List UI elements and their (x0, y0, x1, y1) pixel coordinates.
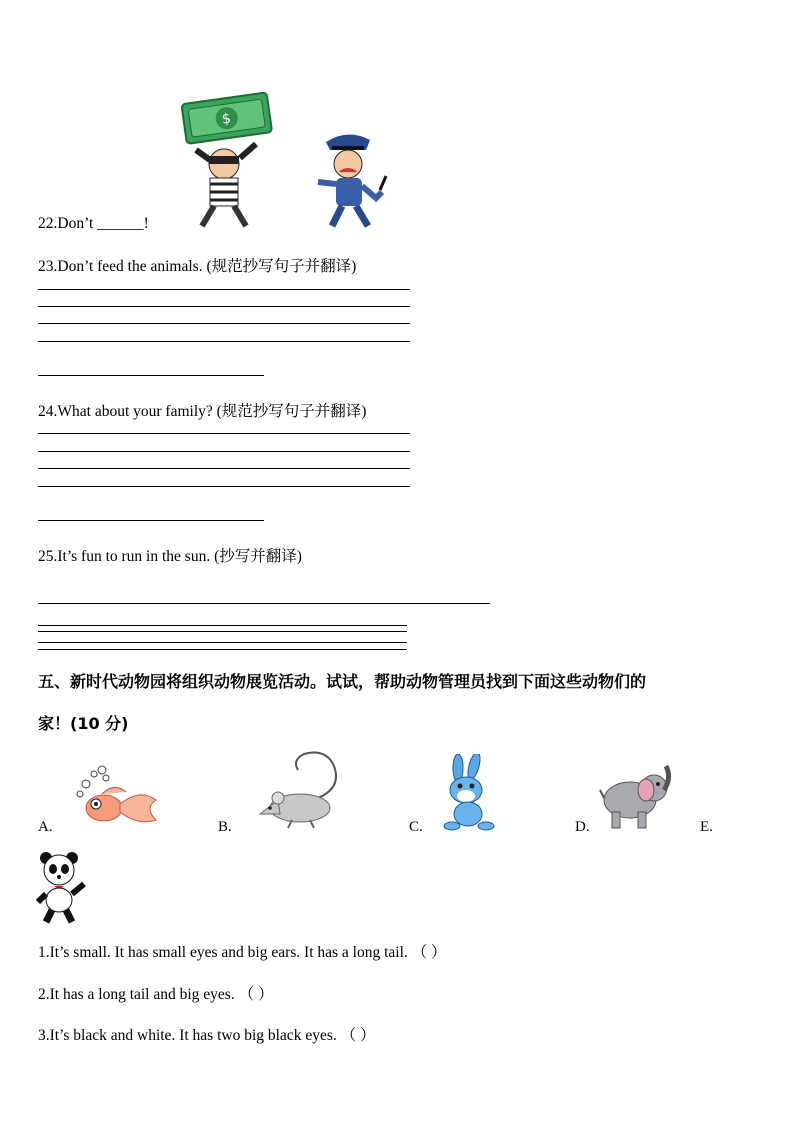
writing-line (38, 649, 407, 650)
writing-line (38, 625, 407, 626)
section-title-continued: 家！(10 分) (38, 714, 129, 733)
question-2-text: 2.It has a long tail and big eyes. (38, 986, 235, 1003)
option-d-label: D. (575, 819, 590, 835)
answer-paren-1[interactable]: （ ） (411, 944, 447, 961)
mouse-icon (256, 748, 346, 830)
rabbit-icon (438, 754, 498, 834)
question-25: 25.It’s fun to run in the sun. (抄写并翻译) (38, 548, 302, 565)
question-2 (38, 982, 273, 1004)
writing-line (38, 323, 410, 324)
question-1-text: 1.It’s small. It has small eyes and big ears. It has a long tail. (38, 944, 408, 961)
police-officer-illustration (312, 128, 392, 232)
question-1 (38, 940, 447, 962)
writing-line (38, 486, 410, 487)
thief-icon (176, 92, 280, 232)
answer-paren-3[interactable]: （ ） (340, 1027, 376, 1044)
police-icon (312, 128, 392, 232)
translation-line (38, 375, 264, 376)
translation-line (38, 520, 264, 521)
writing-line (38, 341, 410, 342)
option-e-label: E. (700, 819, 713, 835)
goldfish-icon (66, 764, 160, 830)
question-22: 22.Don’t ______! (38, 215, 149, 232)
question-3-text: 3.It’s black and white. It has two big black eyes. (38, 1027, 337, 1044)
writing-line (38, 289, 410, 290)
writing-line (38, 631, 407, 632)
question-3 (38, 1023, 376, 1045)
elephant-icon (598, 762, 674, 832)
question-23: 23.Don’t feed the animals. (规范抄写句子并翻译) (38, 258, 357, 275)
option-c-label: C. (409, 819, 423, 835)
svg-text:$: $ (220, 110, 232, 128)
section-title: 五、新时代动物园将组织动物展览活动。试试，帮助动物管理员找到下面这些动物们的 (38, 672, 647, 691)
option-a-label: A. (38, 819, 53, 835)
writing-line (38, 451, 410, 452)
writing-line (38, 306, 410, 307)
option-b-label: B. (218, 819, 232, 835)
translation-line (38, 603, 490, 604)
writing-line (38, 642, 407, 643)
question-24: 24.What about your family? (规范抄写句子并翻译) (38, 403, 367, 420)
panda-icon (36, 850, 88, 924)
thief-with-money-illustration (176, 92, 280, 232)
writing-line (38, 468, 410, 469)
answer-paren-2[interactable]: （ ） (238, 986, 274, 1003)
writing-line (38, 433, 410, 434)
